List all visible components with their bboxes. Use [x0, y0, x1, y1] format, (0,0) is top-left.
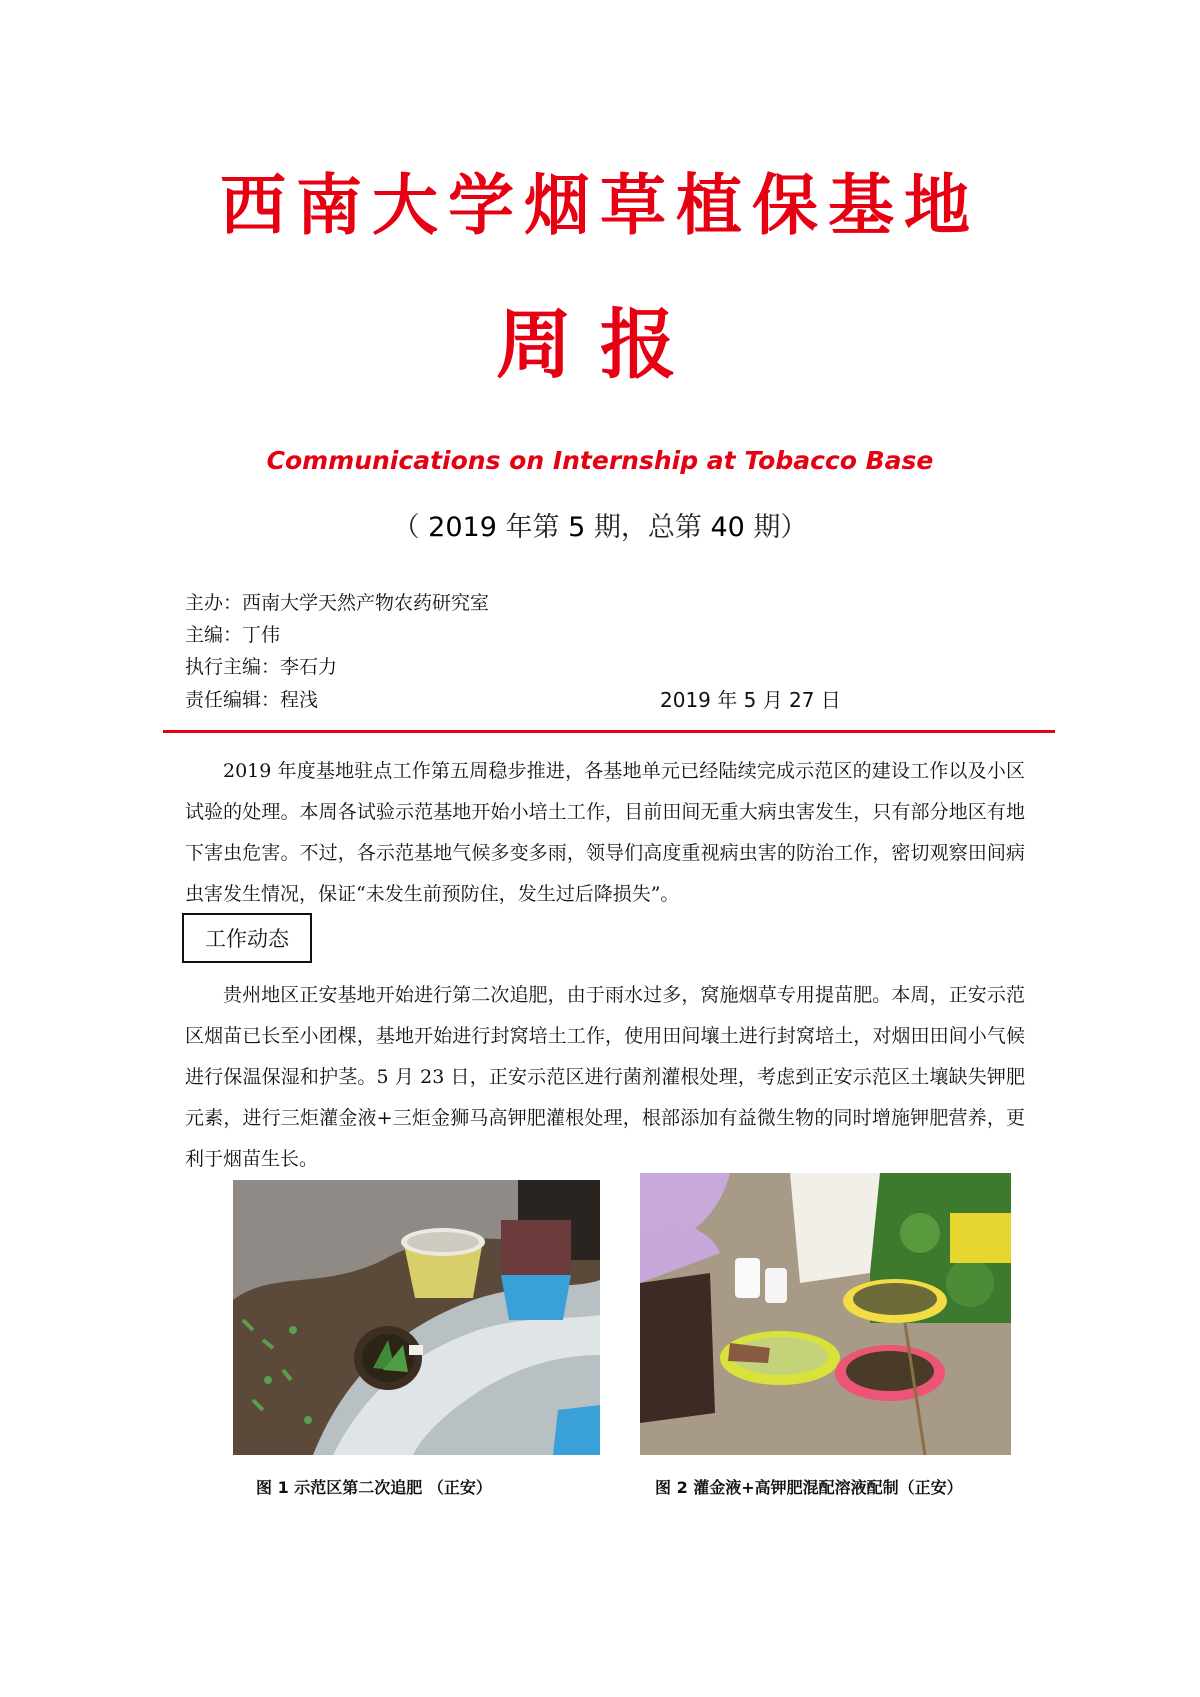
chief-editor-line: 主编：丁伟 [185, 624, 281, 646]
header-divider [163, 730, 1055, 733]
issue-open: （ [392, 512, 420, 543]
figure-2-caption: 图 2 灌金液+高钾肥混配溶液配制（正安） [655, 1478, 963, 1497]
issue-total-unit: 期） [753, 512, 808, 543]
page-subtitle: 周报 [496, 300, 704, 389]
issue-number: 5 [568, 512, 586, 543]
section-heading: 工作动态 [182, 913, 312, 963]
fertilizing-field-illustration [233, 1180, 600, 1455]
english-title: Communications on Internship at Tobacco Base [266, 446, 934, 475]
issue-number-unit: 期，总第 [593, 512, 702, 543]
issue-year: 2019 [428, 512, 497, 543]
exec-editor-line: 执行主编：李石力 [185, 656, 338, 678]
figure-1-photo [233, 1180, 600, 1455]
intro-paragraph: 2019 年度基地驻点工作第五周稳步推进，各基地单元已经陆续完成示范区的建设工作以及小区试验的处理。本周各试验示范基地开始小培土工作，目前田间无重大病虫害发生，只有部分地区有地下害虫危害。不过，各示范基地气候多变多雨，领导们高度重视病虫害的防治工作，密切观察田间病虫害发生情况，保证“未发生前预防住，发生过后降损失”。 [185, 760, 1025, 905]
figure-2-photo [640, 1173, 1011, 1455]
mixing-solution-illustration [640, 1173, 1011, 1455]
issue-year-unit: 年第 [505, 512, 560, 543]
issue-total: 40 [710, 512, 745, 543]
figure-1-caption: 图 1 示范区第二次追肥 （正安） [256, 1478, 492, 1497]
page-title: 西南大学烟草植保基地 [220, 166, 980, 244]
issue-line [0, 505, 1200, 544]
publish-date: 2019 年 5 月 27 日 [660, 688, 841, 712]
sponsor-line: 主办：西南大学天然产物农药研究室 [185, 592, 490, 614]
duty-editor-line: 责任编辑：程浅 [185, 689, 319, 711]
section-paragraph: 贵州地区正安基地开始进行第二次追肥，由于雨水过多，窝施烟草专用提苗肥。本周，正安示范区烟苗已长至小团棵，基地开始进行封窝培土工作，使用田间壤土进行封窝培土，对烟田田间小气候进行保温保湿和护茎。5 月 23 日，正安示范区进行菌剂灌根处理，考虑到正安示范区土壤缺失钾肥元素，进行三炬灌金液+三炬金狮马高钾肥灌根处理，根部添加有益微生物的同时增施钾肥营养，更利于烟苗生长。 [185, 984, 1025, 1170]
